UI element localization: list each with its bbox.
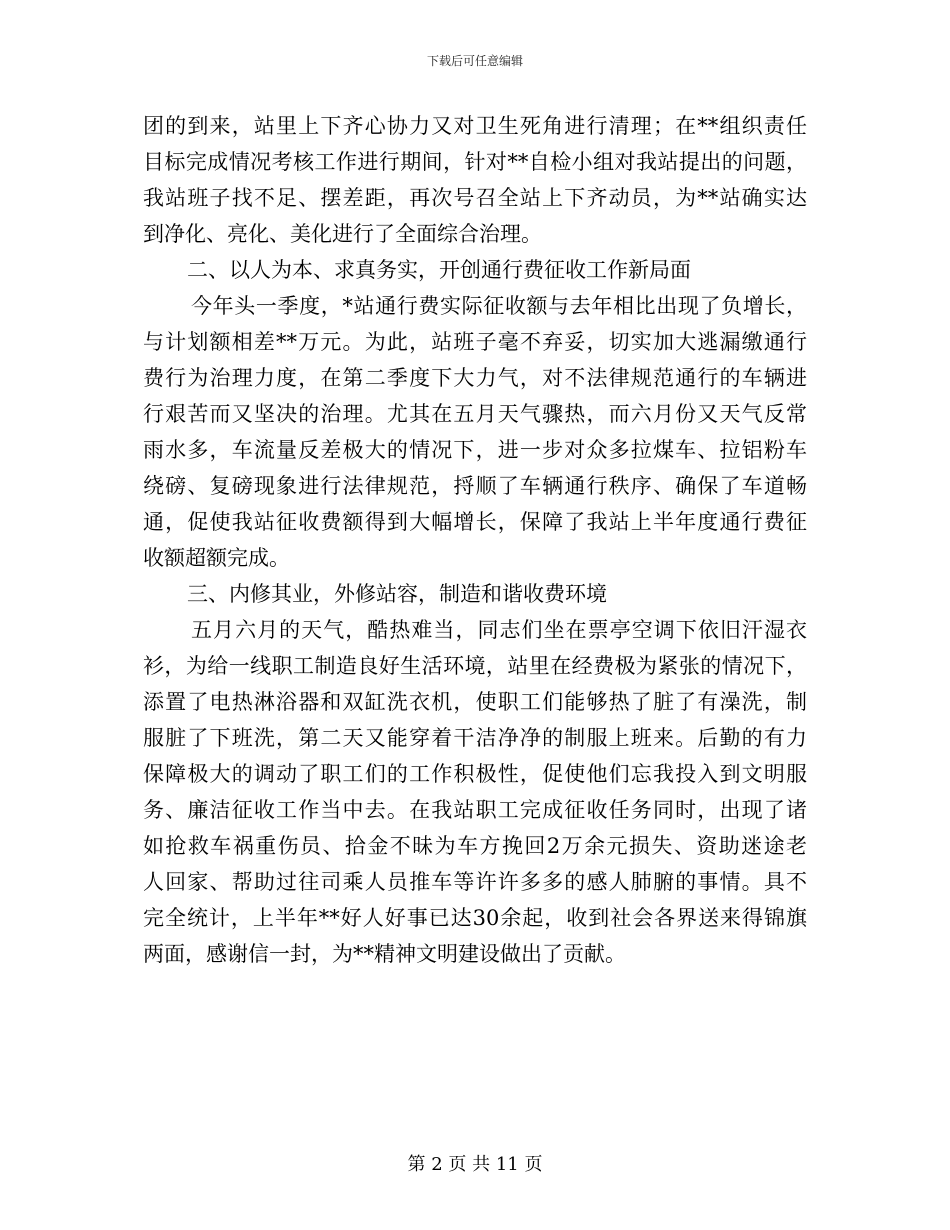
- page-number: 第 2 页 共 11 页: [407, 1154, 543, 1175]
- paragraph-line: 添置了电热淋浴器和双缸洗衣机，使职工们能够热了脏了有澡洗，制: [143, 690, 807, 714]
- section-heading: 二、以人为本、求真务实，开创通行费征收工作新局面: [187, 258, 691, 282]
- paragraph-line: 与计划额相差**万元。为此，站班子毫不弃妥，切实加大逃漏缴通行: [143, 330, 807, 354]
- paragraph-line: 收额超额完成。: [143, 546, 290, 570]
- paragraph-line: 团的到来，站里上下齐心协力又对卫生死角进行清理；在**组织责任: [143, 114, 807, 138]
- paragraph-line: 行艰苦而又坚决的治理。尤其在五月天气骤热，而六月份又天气反常: [143, 402, 807, 426]
- paragraph-line: 今年头一季度，*站通行费实际征收额与去年相比出现了负增长，: [191, 294, 807, 318]
- page-header: 下载后可任意编辑: [426, 54, 523, 68]
- paragraph-line: 到净化、亮化、美化进行了全面综合治理。: [143, 222, 542, 246]
- section-heading: 三、内修其业，外修站容，制造和谐收费环境: [187, 582, 607, 606]
- paragraph-line: 通，促使我站征收费额得到大幅增长，保障了我站上半年度通行费征: [143, 510, 807, 534]
- paragraph-line: 两面，感谢信一封，为**精神文明建设做出了贡献。: [143, 942, 626, 966]
- paragraph-line: 我站班子找不足、摆差距，再次号召全站上下齐动员，为**站确实达: [143, 186, 807, 210]
- paragraph-line: 如抢救车祸重伤员、拾金不昧为车方挽回2万余元损失、资助迷途老: [143, 834, 807, 858]
- paragraph-line: 保障极大的调动了职工们的工作积极性，促使他们忘我投入到文明服: [143, 762, 807, 786]
- paragraph-line: 雨水多，车流量反差极大的情况下，进一步对众多拉煤车、拉铝粉车: [143, 438, 807, 462]
- paragraph-line: 完全统计，上半年**好人好事已达30余起，收到社会各界送来得锦旗: [143, 906, 807, 930]
- document-body: [143, 108, 807, 972]
- paragraph-line: 绕磅、复磅现象进行法律规范，捋顺了车辆通行秩序、确保了车道畅: [143, 474, 807, 498]
- paragraph-line: 费行为治理力度，在第二季度下大力气，对不法律规范通行的车辆进: [143, 366, 807, 390]
- paragraph-line: 服脏了下班洗，第二天又能穿着干洁净净的制服上班来。后勤的有力: [143, 726, 807, 750]
- paragraph-line: 目标完成情况考核工作进行期间，针对**自检小组对我站提出的问题，: [143, 150, 807, 174]
- paragraph-line: 人回家、帮助过往司乘人员推车等许许多多的感人肺腑的事情。具不: [143, 870, 807, 894]
- paragraph-line: 务、廉洁征收工作当中去。在我站职工完成征收任务同时，出现了诸: [143, 798, 807, 822]
- paragraph-line: 衫，为给一线职工制造良好生活环境，站里在经费极为紧张的情况下，: [143, 654, 807, 678]
- paragraph-line: 五月六月的天气，酷热难当，同志们坐在票亭空调下依旧汗湿衣: [191, 618, 807, 642]
